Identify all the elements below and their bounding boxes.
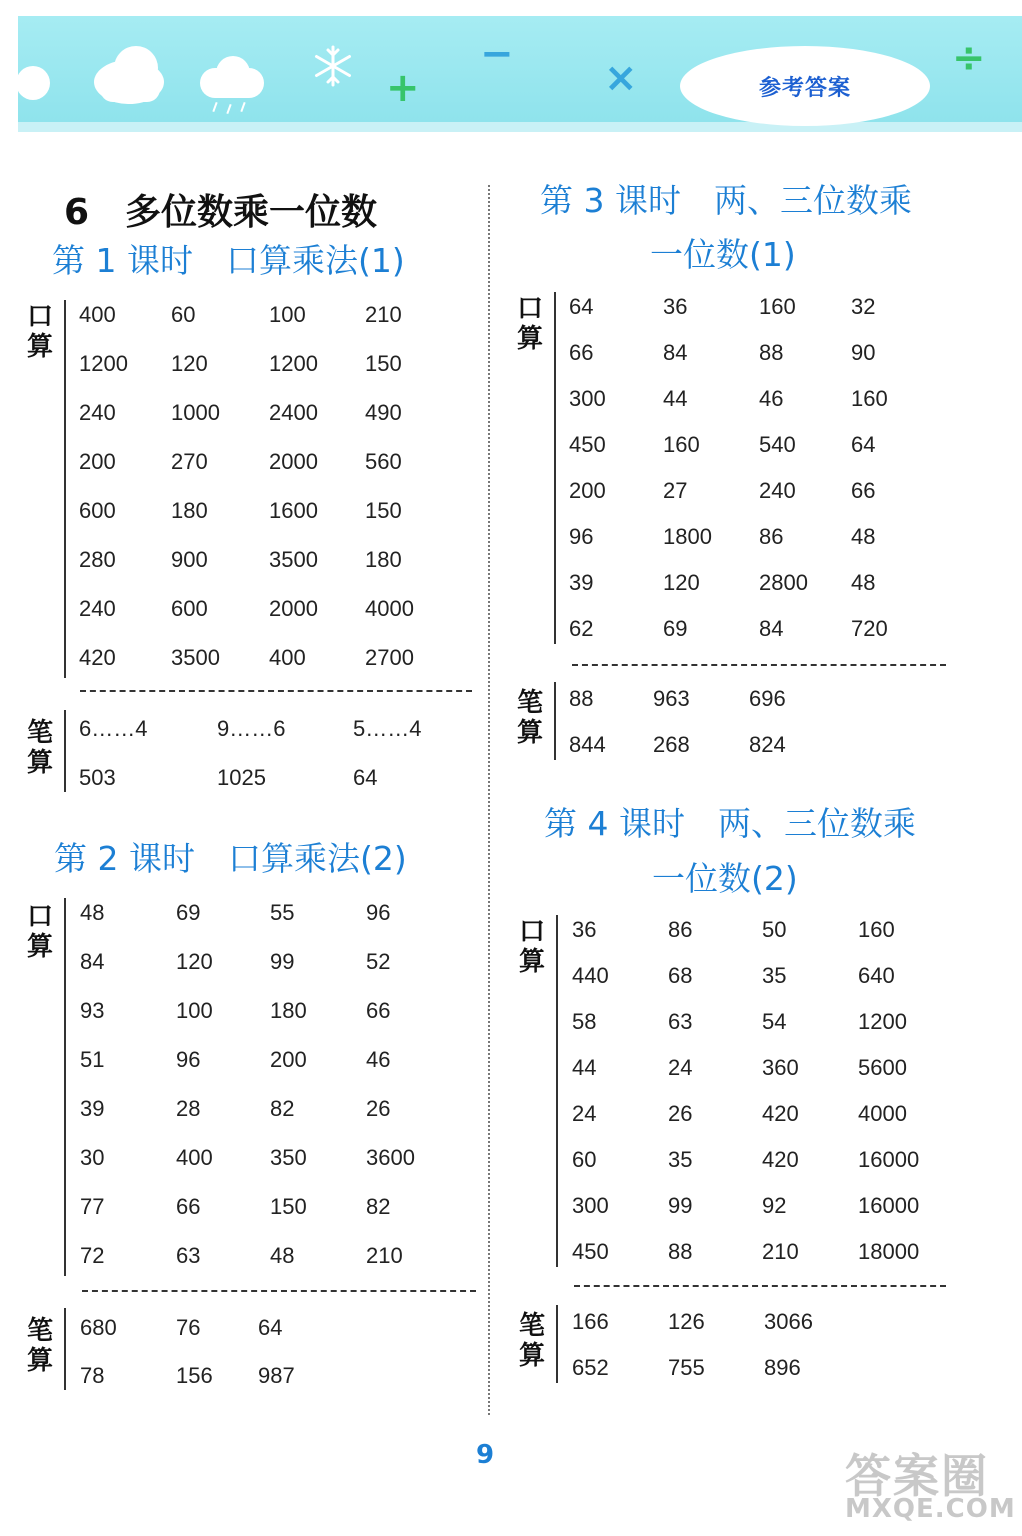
written-label: 笔 算 (26, 1316, 53, 1376)
answer-cell: 240 (79, 400, 116, 425)
answer-cell: 54 (762, 1009, 787, 1034)
answer-cell: 4000 (365, 596, 414, 621)
section-title: 6 多位数乘一位数 (64, 192, 378, 233)
answer-cell: 503 (79, 765, 116, 790)
lesson-1-block (24, 300, 464, 800)
answer-cell: 6……4 (79, 716, 148, 741)
answer-key-badge (680, 46, 930, 126)
answer-cell: 300 (572, 1193, 609, 1218)
answer-cell: 150 (270, 1194, 307, 1219)
answer-cell: 3600 (366, 1145, 415, 1170)
answer-cell: 150 (365, 351, 402, 376)
answer-cell: 755 (668, 1355, 705, 1380)
answer-cell: 2800 (759, 570, 808, 595)
answer-cell: 62 (569, 616, 594, 641)
answer-cell: 987 (258, 1363, 295, 1388)
answer-cell: 96 (176, 1047, 201, 1072)
answer-cell: 48 (80, 900, 105, 925)
answer-cell: 44 (663, 386, 688, 411)
answer-cell: 69 (176, 900, 201, 925)
answer-cell: 99 (270, 949, 295, 974)
oral-label: 口 算 (26, 302, 53, 362)
watermark-logo: 答案圈 (845, 1449, 989, 1503)
answer-cell: 30 (80, 1145, 105, 1170)
answer-cell: 16000 (858, 1193, 920, 1218)
rain-cloud-icon (200, 54, 270, 114)
answer-cell: 88 (569, 686, 594, 711)
column-divider (488, 185, 490, 1415)
lesson-4-block (514, 915, 954, 1395)
answer-cell: 78 (80, 1363, 105, 1388)
answer-cell: 26 (668, 1101, 693, 1126)
answer-cell: 540 (759, 432, 796, 457)
answer-cell: 100 (269, 302, 306, 327)
answer-cell: 84 (80, 949, 105, 974)
answer-cell: 160 (759, 294, 796, 319)
answer-cell: 1800 (663, 524, 712, 549)
answer-cell: 3066 (764, 1309, 813, 1334)
answer-cell: 652 (572, 1355, 609, 1380)
answer-cell: 2400 (269, 400, 318, 425)
answer-cell: 82 (270, 1096, 295, 1121)
answer-cell: 24 (668, 1055, 693, 1080)
answer-cell: 696 (749, 686, 786, 711)
minus-icon: − (480, 31, 514, 77)
answer-cell: 96 (366, 900, 391, 925)
oral-label: 口 算 (26, 902, 53, 962)
answer-cell: 268 (653, 732, 690, 757)
lesson-3-block (514, 292, 954, 772)
answer-cell: 90 (851, 340, 876, 365)
answer-cell: 84 (663, 340, 688, 365)
answer-cell: 39 (80, 1096, 105, 1121)
lesson-4-title-line1: 第 4 课时 两、三位数乘 (544, 804, 916, 843)
answer-cell: 69 (663, 616, 688, 641)
answer-cell: 963 (653, 686, 690, 711)
answer-cell: 210 (366, 1243, 403, 1268)
answer-cell: 160 (858, 917, 895, 942)
lesson-3-title-line1: 第 3 课时 两、三位数乘 (540, 181, 912, 220)
answer-cell: 24 (572, 1101, 597, 1126)
answer-cell: 844 (569, 732, 606, 757)
answer-cell: 600 (79, 498, 116, 523)
answer-cell: 896 (764, 1355, 801, 1380)
answer-cell: 32 (851, 294, 876, 319)
answer-cell: 64 (851, 432, 876, 457)
answer-cell: 48 (270, 1243, 295, 1268)
answer-cell: 490 (365, 400, 402, 425)
answer-cell: 46 (366, 1047, 391, 1072)
answer-cell: 16000 (858, 1147, 920, 1172)
answer-cell: 180 (171, 498, 208, 523)
answer-cell: 1000 (171, 400, 220, 425)
answer-cell: 210 (762, 1239, 799, 1264)
answer-cell: 640 (858, 963, 895, 988)
answer-cell: 5……4 (353, 716, 422, 741)
answer-cell: 86 (668, 917, 693, 942)
answer-cell: 44 (572, 1055, 597, 1080)
answer-cell: 64 (258, 1315, 283, 1340)
answer-cell: 35 (762, 963, 787, 988)
answer-cell: 210 (365, 302, 402, 327)
answer-cell: 240 (759, 478, 796, 503)
answer-cell: 1200 (269, 351, 318, 376)
answer-cell: 350 (270, 1145, 307, 1170)
answer-cell: 1200 (858, 1009, 907, 1034)
answer-cell: 68 (668, 963, 693, 988)
answer-cell: 48 (851, 524, 876, 549)
answer-cell: 400 (269, 645, 306, 670)
answer-cell: 180 (270, 998, 307, 1023)
answer-cell: 66 (176, 1194, 201, 1219)
answer-cell: 400 (176, 1145, 213, 1170)
answer-cell: 200 (270, 1047, 307, 1072)
watermark (845, 1440, 1015, 1530)
answer-cell: 900 (171, 547, 208, 572)
answer-cell: 48 (851, 570, 876, 595)
lesson-3-title-line2: 一位数(1) (650, 235, 796, 274)
answer-cell: 39 (569, 570, 594, 595)
answer-cell: 35 (668, 1147, 693, 1172)
answer-cell: 52 (366, 949, 391, 974)
divide-icon: ÷ (952, 35, 986, 81)
answer-cell: 60 (171, 302, 196, 327)
answer-cell: 55 (270, 900, 295, 925)
answer-cell: 28 (176, 1096, 201, 1121)
answer-cell: 51 (80, 1047, 105, 1072)
answer-cell: 18000 (858, 1239, 920, 1264)
answer-cell: 100 (176, 998, 213, 1023)
answer-cell: 420 (79, 645, 116, 670)
answer-cell: 200 (79, 449, 116, 474)
answer-cell: 824 (749, 732, 786, 757)
lesson-2-block (24, 898, 464, 1398)
answer-cell: 450 (569, 432, 606, 457)
answer-cell: 1200 (79, 351, 128, 376)
answer-cell: 560 (365, 449, 402, 474)
answer-cell: 64 (353, 765, 378, 790)
answer-cell: 166 (572, 1309, 609, 1334)
answer-cell: 450 (572, 1239, 609, 1264)
answer-cell: 3500 (171, 645, 220, 670)
answer-cell: 26 (366, 1096, 391, 1121)
answer-cell: 360 (762, 1055, 799, 1080)
written-label: 笔 算 (516, 688, 543, 748)
answer-cell: 77 (80, 1194, 105, 1219)
answer-cell: 86 (759, 524, 784, 549)
answer-cell: 160 (851, 386, 888, 411)
answer-cell: 82 (366, 1194, 391, 1219)
answer-cell: 66 (366, 998, 391, 1023)
answer-cell: 88 (759, 340, 784, 365)
answer-cell: 4000 (858, 1101, 907, 1126)
answer-cell: 160 (663, 432, 700, 457)
answer-cell: 9……6 (217, 716, 286, 741)
answer-cell: 92 (762, 1193, 787, 1218)
answer-cell: 420 (762, 1147, 799, 1172)
answer-cell: 280 (79, 547, 116, 572)
answer-cell: 1025 (217, 765, 266, 790)
answer-cell: 27 (663, 478, 688, 503)
answer-cell: 2000 (269, 596, 318, 621)
answer-cell: 46 (759, 386, 784, 411)
lesson-1-title: 第 1 课时 口算乘法(1) (52, 241, 405, 280)
answer-cell: 120 (663, 570, 700, 595)
answer-cell: 63 (668, 1009, 693, 1034)
answer-cell: 66 (851, 478, 876, 503)
times-icon: × (604, 55, 638, 101)
answer-cell: 60 (572, 1147, 597, 1172)
cloud-icon (16, 36, 166, 106)
answer-cell: 2000 (269, 449, 318, 474)
watermark-url: MXQE.COM (845, 1494, 1016, 1524)
answer-cell: 5600 (858, 1055, 907, 1080)
answer-cell: 93 (80, 998, 105, 1023)
oral-label: 口 算 (518, 917, 545, 977)
answer-cell: 156 (176, 1363, 213, 1388)
answer-cell: 3500 (269, 547, 318, 572)
answer-cell: 180 (365, 547, 402, 572)
answer-cell: 72 (80, 1243, 105, 1268)
answer-cell: 76 (176, 1315, 201, 1340)
answer-cell: 88 (668, 1239, 693, 1264)
page-number: 9 (476, 1440, 495, 1470)
answer-cell: 720 (851, 616, 888, 641)
answer-cell: 64 (569, 294, 594, 319)
answer-cell: 300 (569, 386, 606, 411)
answer-cell: 120 (176, 949, 213, 974)
oral-label: 口 算 (516, 294, 543, 354)
answer-cell: 440 (572, 963, 609, 988)
answer-cell: 58 (572, 1009, 597, 1034)
answer-cell: 240 (79, 596, 116, 621)
written-label: 笔 算 (518, 1311, 545, 1371)
badge-label: 参考答案 (758, 75, 851, 101)
answer-cell: 96 (569, 524, 594, 549)
answer-cell: 2700 (365, 645, 414, 670)
answer-cell: 270 (171, 449, 208, 474)
answer-cell: 120 (171, 351, 208, 376)
lesson-4-title-line2: 一位数(2) (652, 859, 798, 898)
lesson-2-title: 第 2 课时 口算乘法(2) (54, 839, 407, 878)
answer-cell: 150 (365, 498, 402, 523)
answer-cell: 126 (668, 1309, 705, 1334)
answer-cell: 420 (762, 1101, 799, 1126)
answer-cell: 84 (759, 616, 784, 641)
answer-cell: 99 (668, 1193, 693, 1218)
answer-cell: 66 (569, 340, 594, 365)
answer-cell: 600 (171, 596, 208, 621)
answer-cell: 36 (572, 917, 597, 942)
answer-cell: 1600 (269, 498, 318, 523)
plus-icon: + (386, 65, 420, 111)
answer-cell: 50 (762, 917, 787, 942)
answer-cell: 63 (176, 1243, 201, 1268)
answer-cell: 680 (80, 1315, 117, 1340)
answer-cell: 200 (569, 478, 606, 503)
written-label: 笔 算 (26, 718, 53, 778)
answer-cell: 400 (79, 302, 116, 327)
snowflake-icon (311, 44, 355, 88)
answer-cell: 36 (663, 294, 688, 319)
